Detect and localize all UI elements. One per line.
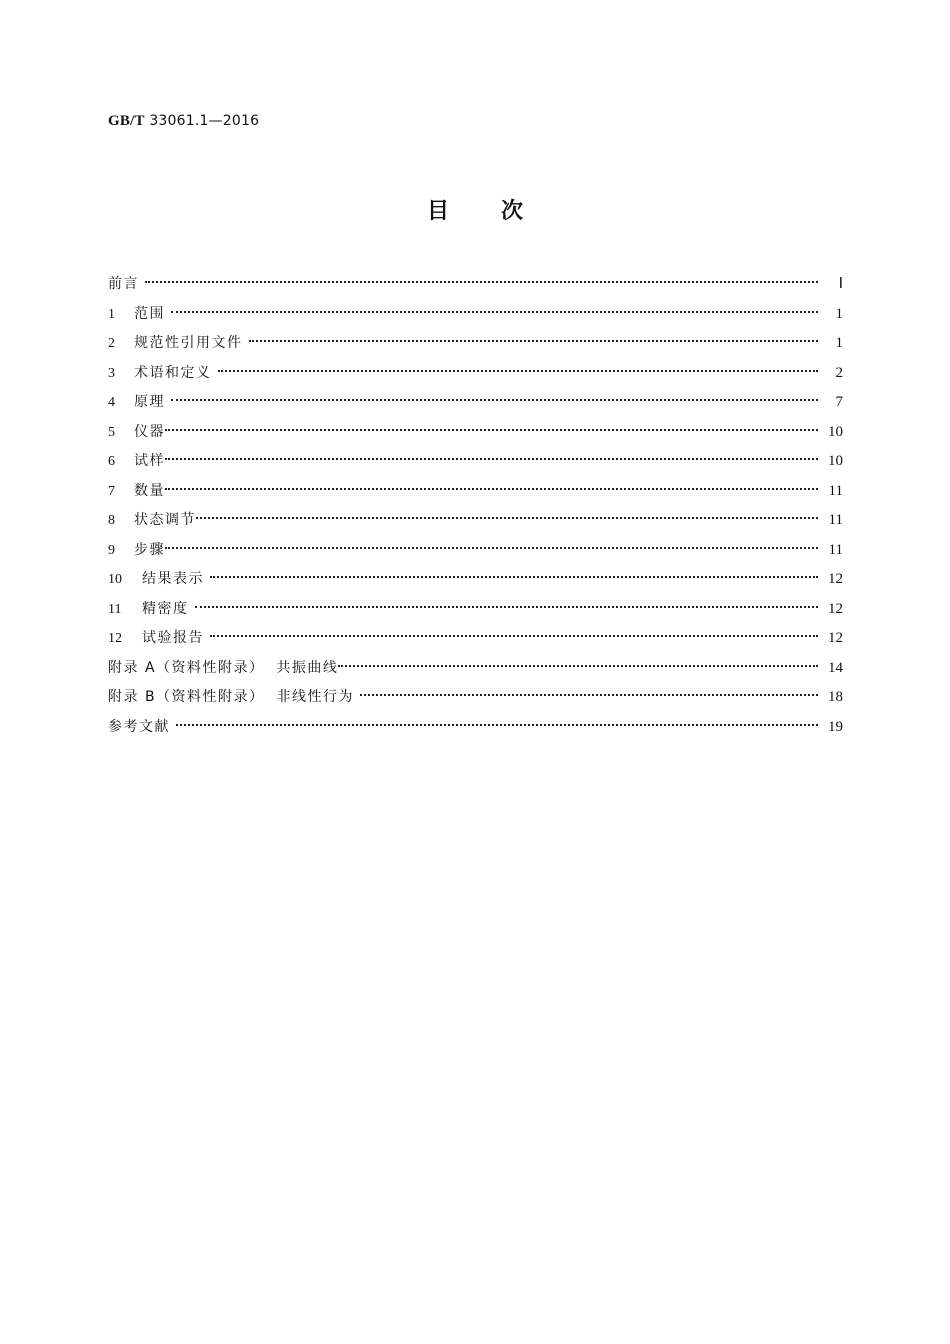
toc-entry-appendix-b[interactable]: [108, 683, 843, 713]
toc-label: 精密度: [142, 600, 189, 617]
toc-label: 原理: [134, 394, 165, 410]
standard-prefix: GB/T: [108, 113, 145, 129]
toc-page: Ⅰ: [838, 276, 843, 292]
toc-page: 10: [828, 453, 843, 469]
dot-leader: [210, 621, 818, 637]
toc-label: 步骤: [134, 541, 165, 558]
toc-number: 10: [108, 572, 122, 587]
toc-page: 18: [828, 689, 843, 705]
toc-page: 1: [835, 335, 843, 351]
toc-page: 11: [828, 541, 843, 558]
toc-entry-11[interactable]: [108, 595, 843, 625]
toc-page: 11: [828, 482, 843, 499]
toc-number: 8: [108, 513, 115, 528]
toc-label: 参考文献: [108, 718, 170, 735]
toc-number: 1: [108, 306, 115, 322]
dot-leader: [195, 592, 819, 608]
toc-page: 2: [835, 364, 843, 381]
toc-entry-5[interactable]: [108, 418, 843, 448]
toc-label: 试验报告: [142, 630, 204, 646]
toc-number: 11: [108, 601, 122, 617]
toc-label: 规范性引用文件: [134, 335, 243, 351]
dot-leader: [165, 415, 818, 431]
dot-leader: [196, 503, 818, 519]
toc-page: 1: [835, 305, 843, 322]
toc-entry-1[interactable]: [108, 300, 843, 330]
dot-leader: [249, 326, 819, 342]
toc-number: 4: [108, 395, 115, 410]
dot-leader: [218, 356, 819, 372]
dot-leader: [165, 474, 818, 490]
dot-leader: [176, 710, 818, 726]
toc-label: 范围: [134, 305, 165, 322]
toc-entry-6[interactable]: [108, 447, 843, 477]
toc-entry-appendix-a[interactable]: [108, 654, 843, 684]
toc-label: 附录 B（资料性附录） 非线性行为: [108, 689, 354, 705]
toc-number: 5: [108, 424, 115, 440]
toc-entry-foreword[interactable]: [108, 270, 843, 300]
toc-entry-9[interactable]: [108, 536, 843, 566]
toc-entry-7[interactable]: [108, 477, 843, 507]
dot-leader: [145, 267, 818, 283]
toc-entry-12[interactable]: [108, 624, 843, 654]
toc-page: 19: [828, 718, 843, 735]
standard-number: 33061.1—2016: [149, 113, 260, 129]
toc-page: 12: [828, 630, 843, 646]
toc-label: 状态调节: [134, 512, 196, 528]
toc-entry-2[interactable]: [108, 329, 843, 359]
toc-number: 12: [108, 631, 122, 646]
toc-label: 术语和定义: [134, 364, 212, 381]
toc-entry-10[interactable]: [108, 565, 843, 595]
toc-entry-3[interactable]: [108, 359, 843, 389]
standard-code: [108, 113, 259, 130]
dot-leader: [338, 651, 818, 667]
toc-page: 12: [828, 571, 843, 587]
toc-label: 附录 A（资料性附录） 共振曲线: [108, 659, 339, 676]
dot-leader: [171, 297, 818, 313]
toc-page: 14: [828, 659, 843, 676]
toc-label: 数量: [134, 482, 165, 499]
dot-leader: [210, 562, 818, 578]
toc-entry-references[interactable]: [108, 713, 843, 743]
dot-leader: [360, 680, 818, 696]
toc-entry-8[interactable]: [108, 506, 843, 536]
toc-page: 12: [828, 600, 843, 617]
toc-number: 3: [108, 365, 115, 381]
toc-label: 前言: [108, 276, 139, 292]
toc-label: 试样: [134, 453, 165, 469]
toc-page: 11: [828, 512, 843, 528]
toc-number: 6: [108, 454, 115, 469]
table-of-contents: [108, 270, 843, 742]
toc-label: 仪器: [134, 423, 165, 440]
title-char-2: 次: [501, 199, 524, 224]
toc-number: 9: [108, 542, 115, 558]
toc-number: 7: [108, 483, 115, 499]
toc-number: 2: [108, 336, 115, 351]
toc-label: 结果表示: [142, 571, 204, 587]
dot-leader: [171, 385, 818, 401]
toc-entry-4[interactable]: [108, 388, 843, 418]
dot-leader: [165, 444, 818, 460]
toc-page: 10: [828, 423, 843, 440]
toc-page: 7: [835, 394, 843, 410]
page-title: [0, 194, 950, 225]
title-char-1: 目: [426, 199, 449, 224]
dot-leader: [165, 533, 818, 549]
